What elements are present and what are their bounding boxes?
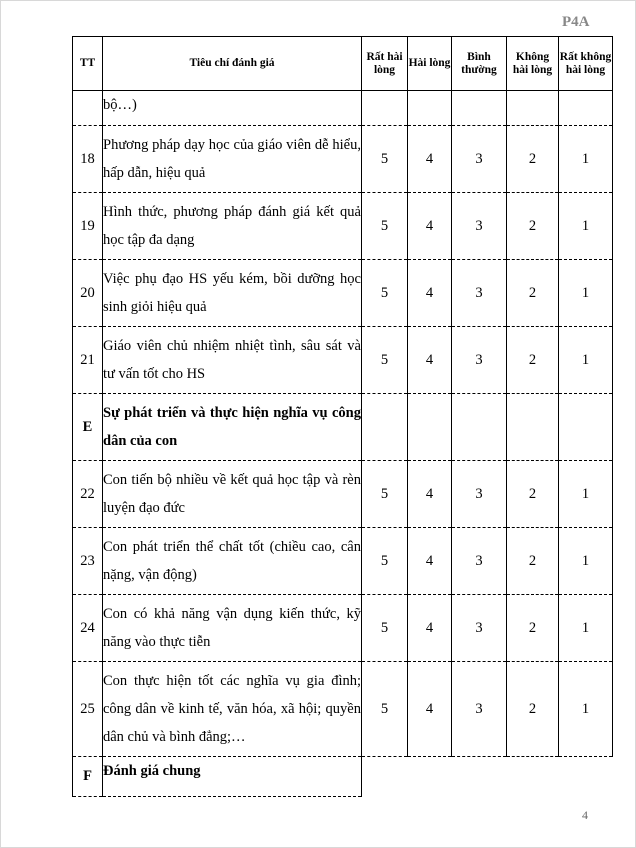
rating-option[interactable]: 1 (559, 327, 613, 394)
table-row (73, 260, 613, 327)
rating-option[interactable]: 3 (452, 528, 507, 595)
rating-option[interactable]: 3 (452, 260, 507, 327)
row-number: 25 (73, 662, 103, 757)
rating-option[interactable]: 2 (507, 662, 559, 757)
rating-option[interactable]: 1 (559, 461, 613, 528)
header-very-satisfied: Rất hài lòng (362, 37, 408, 91)
row-number: 19 (73, 193, 103, 260)
row-number: 23 (73, 528, 103, 595)
row-number: 18 (73, 126, 103, 193)
rating-option[interactable]: 4 (408, 662, 452, 757)
table-row (73, 327, 613, 394)
rating-option[interactable]: 5 (362, 327, 408, 394)
rating-option[interactable]: 1 (559, 662, 613, 757)
rating-option[interactable]: 3 (452, 595, 507, 662)
rating-option[interactable]: 2 (507, 327, 559, 394)
rating-option[interactable]: 2 (507, 193, 559, 260)
header-neutral: Bình thường (452, 37, 507, 91)
table-row (73, 528, 613, 595)
criterion-text: Việc phụ đạo HS yếu kém, bồi dưỡng học sinh giỏi hiệu quả (103, 260, 362, 327)
rating-option[interactable]: 4 (408, 461, 452, 528)
rating-option[interactable]: 2 (507, 126, 559, 193)
rating-option[interactable]: 4 (408, 126, 452, 193)
criterion-text: Phương pháp dạy học của giáo viên dễ hiểu, hấp dẫn, hiệu quả (103, 126, 362, 193)
section-title: Đánh giá chung (103, 757, 362, 797)
rating-option[interactable]: 3 (452, 461, 507, 528)
header-tt: TT (73, 37, 103, 91)
criterion-text: Con phát triển thể chất tốt (chiều cao, cân nặng, vận động) (103, 528, 362, 595)
section-row-f (73, 757, 613, 797)
criterion-text: Hình thức, phương pháp đánh giá kết quả học tập đa dạng (103, 193, 362, 260)
rating-option[interactable]: 3 (452, 662, 507, 757)
rating-option[interactable]: 5 (362, 193, 408, 260)
survey-table (72, 36, 613, 797)
rating-option[interactable]: 1 (559, 595, 613, 662)
rating-option[interactable]: 5 (362, 126, 408, 193)
row-number: 22 (73, 461, 103, 528)
row-number: 21 (73, 327, 103, 394)
section-letter: F (73, 757, 103, 797)
criterion-text: Con có khả năng vận dụng kiến thức, kỹ năng vào thực tiễn (103, 595, 362, 662)
rating-option[interactable]: 2 (507, 260, 559, 327)
table-row (73, 662, 613, 757)
rating-option[interactable]: 3 (452, 327, 507, 394)
rating-option[interactable]: 2 (507, 528, 559, 595)
table-row (73, 461, 613, 528)
rating-option[interactable]: 1 (559, 126, 613, 193)
row-number: 24 (73, 595, 103, 662)
rating-option[interactable]: 5 (362, 260, 408, 327)
table-row (73, 126, 613, 193)
rating-option[interactable]: 2 (507, 461, 559, 528)
criterion-text: bộ…) (103, 91, 362, 126)
rating-option[interactable]: 2 (507, 595, 559, 662)
rating-option[interactable]: 1 (559, 193, 613, 260)
rating-option[interactable]: 3 (452, 126, 507, 193)
rating-option[interactable]: 1 (559, 528, 613, 595)
form-code: P4A (562, 14, 590, 30)
header-criteria: Tiêu chí đánh giá (103, 37, 362, 91)
rating-option[interactable]: 5 (362, 528, 408, 595)
section-row-e (73, 394, 613, 461)
row-number: 20 (73, 260, 103, 327)
rating-option[interactable]: 4 (408, 595, 452, 662)
table-row (73, 91, 613, 126)
rating-option[interactable]: 5 (362, 662, 408, 757)
rating-option[interactable]: 5 (362, 595, 408, 662)
rating-option[interactable]: 4 (408, 327, 452, 394)
header-satisfied: Hài lòng (408, 37, 452, 91)
section-title: Sự phát triển và thực hiện nghĩa vụ công dân của con (103, 394, 362, 461)
rating-option[interactable]: 5 (362, 461, 408, 528)
rating-option[interactable]: 4 (408, 193, 452, 260)
table-row (73, 595, 613, 662)
table-row (73, 193, 613, 260)
criterion-text: Con thực hiện tốt các nghĩa vụ gia đình; công dân về kinh tế, văn hóa, xã hội; quyền dân chủ và bình đẳng;… (103, 662, 362, 757)
page-number: 4 (582, 808, 588, 822)
section-letter: E (73, 394, 103, 461)
header-very-dissatisfied: Rất không hài lòng (559, 37, 613, 91)
rating-option[interactable]: 1 (559, 260, 613, 327)
rating-option[interactable]: 3 (452, 193, 507, 260)
rating-option[interactable]: 4 (408, 528, 452, 595)
criterion-text: Giáo viên chủ nhiệm nhiệt tình, sâu sát và tư vấn tốt cho HS (103, 327, 362, 394)
header-dissatisfied: Không hài lòng (507, 37, 559, 91)
header-row (73, 37, 613, 91)
rating-option[interactable]: 4 (408, 260, 452, 327)
criterion-text: Con tiến bộ nhiều về kết quả học tập và rèn luyện đạo đức (103, 461, 362, 528)
